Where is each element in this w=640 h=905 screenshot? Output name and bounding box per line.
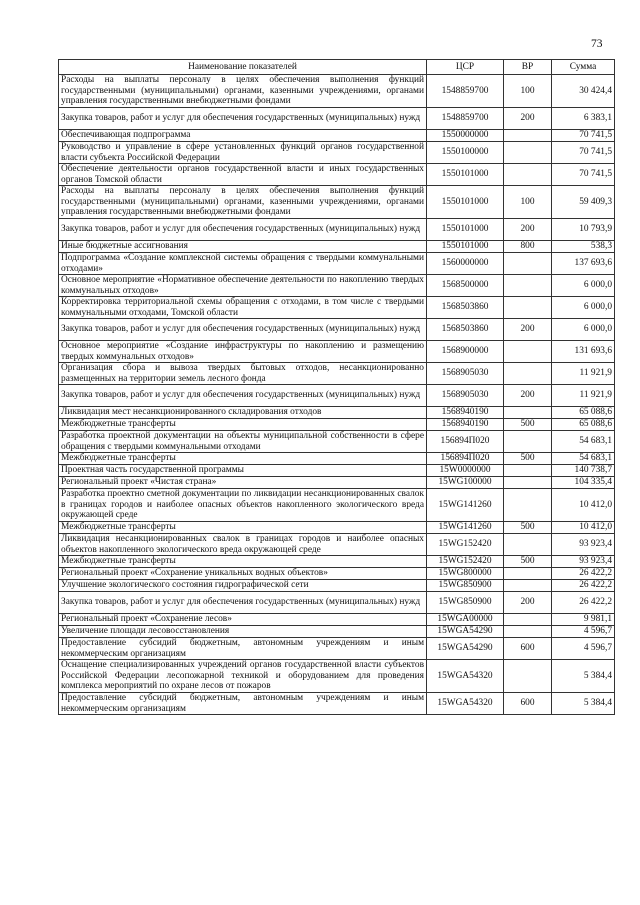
row-sum: 93 923,4 bbox=[552, 534, 615, 556]
row-name: Основное мероприятие «Нормативное обеспечение деятельности по накоплению твердых коммунальных отходов» bbox=[59, 275, 427, 297]
row-csr: 15WGA00000 bbox=[427, 614, 504, 626]
row-sum: 104 335,4 bbox=[552, 477, 615, 489]
row-name: Улучшение экологического состояния гидрографической сети bbox=[59, 580, 427, 592]
row-csr: 1560000000 bbox=[427, 253, 504, 275]
row-vr bbox=[504, 477, 552, 489]
row-sum: 5 384,4 bbox=[552, 660, 615, 693]
row-sum: 70 741,5 bbox=[552, 164, 615, 186]
row-name: Ликвидация несанкционированных свалок в границах городов и наиболее опасных объектов накопленного экологического вреда окружающей среде bbox=[59, 534, 427, 556]
row-name: Ликвидация мест несанкционированного складирования отходов bbox=[59, 407, 427, 419]
header-sum: Сумма bbox=[552, 60, 615, 75]
row-vr bbox=[504, 626, 552, 638]
row-csr: 1568503860 bbox=[427, 297, 504, 319]
table-header-row bbox=[59, 60, 615, 75]
row-name: Межбюджетные трансферты bbox=[59, 556, 427, 568]
page-number: 73 bbox=[591, 38, 603, 50]
row-name: Корректировка территориальной схемы обращения с отходами, в том числе с твердыми коммунальными отходами, Томской области bbox=[59, 297, 427, 319]
row-csr: 1568500000 bbox=[427, 275, 504, 297]
table-row bbox=[59, 568, 615, 580]
row-vr bbox=[504, 164, 552, 186]
row-vr: 500 bbox=[504, 522, 552, 534]
table-row bbox=[59, 186, 615, 219]
row-name: Расходы на выплаты персоналу в целях обеспечения выполнения функций государственными (муниципальными) органами, казенными учреждениями, органами управления государственными внебюджетными фондами bbox=[59, 186, 427, 219]
row-sum: 11 921,9 bbox=[552, 385, 615, 407]
table-row bbox=[59, 693, 615, 715]
table-row bbox=[59, 297, 615, 319]
row-sum: 10 412,0 bbox=[552, 489, 615, 522]
row-vr bbox=[504, 142, 552, 164]
row-vr: 200 bbox=[504, 319, 552, 341]
row-vr bbox=[504, 363, 552, 385]
row-name: Обеспечение деятельности органов государственной власти и иных государственных органов Томской области bbox=[59, 164, 427, 186]
row-csr: 15WG152420 bbox=[427, 534, 504, 556]
table-row bbox=[59, 580, 615, 592]
row-csr: 15WG100000 bbox=[427, 477, 504, 489]
row-sum: 10 412,0 bbox=[552, 522, 615, 534]
table-row bbox=[59, 556, 615, 568]
table-row bbox=[59, 592, 615, 614]
row-name: Подпрограмма «Создание комплексной системы обращения с твердыми коммунальными отходами» bbox=[59, 253, 427, 275]
row-sum: 65 088,6 bbox=[552, 419, 615, 431]
row-vr: 100 bbox=[504, 186, 552, 219]
row-sum: 30 424,4 bbox=[552, 75, 615, 108]
row-csr: 15WGA54290 bbox=[427, 638, 504, 660]
table-row bbox=[59, 614, 615, 626]
row-vr: 500 bbox=[504, 556, 552, 568]
row-csr: 156894П020 bbox=[427, 453, 504, 465]
row-sum: 26 422,2 bbox=[552, 568, 615, 580]
row-sum: 6 000,0 bbox=[552, 297, 615, 319]
row-name: Расходы на выплаты персоналу в целях обеспечения выполнения функций государственными (муниципальными) органами, казенными учреждениями, органами управления государственными внебюджетными фондами bbox=[59, 75, 427, 108]
row-vr bbox=[504, 660, 552, 693]
row-name: Региональный проект «Чистая страна» bbox=[59, 477, 427, 489]
table-row bbox=[59, 341, 615, 363]
table-row bbox=[59, 453, 615, 465]
row-sum: 65 088,6 bbox=[552, 407, 615, 419]
row-sum: 538,3 bbox=[552, 241, 615, 253]
row-name: Разработка проектной документации на объекты муниципальной собственности в сфере обращения с твердыми коммунальными отходами bbox=[59, 431, 427, 453]
row-vr: 200 bbox=[504, 219, 552, 241]
header-csr: ЦСР bbox=[427, 60, 504, 75]
row-csr: 1548859700 bbox=[427, 108, 504, 130]
row-csr: 1550101000 bbox=[427, 241, 504, 253]
row-csr: 1568900000 bbox=[427, 341, 504, 363]
row-csr: 15WG800000 bbox=[427, 568, 504, 580]
row-vr bbox=[504, 489, 552, 522]
row-name: Межбюджетные трансферты bbox=[59, 453, 427, 465]
row-vr bbox=[504, 568, 552, 580]
row-vr bbox=[504, 253, 552, 275]
table-row bbox=[59, 534, 615, 556]
row-name: Региональный проект «Сохранение лесов» bbox=[59, 614, 427, 626]
table-row bbox=[59, 660, 615, 693]
row-sum: 70 741,5 bbox=[552, 130, 615, 142]
table-row bbox=[59, 363, 615, 385]
row-name: Обеспечивающая подпрограмма bbox=[59, 130, 427, 142]
row-sum: 54 683,1 bbox=[552, 453, 615, 465]
row-vr bbox=[504, 275, 552, 297]
row-csr: 15WGA54290 bbox=[427, 626, 504, 638]
table-row bbox=[59, 130, 615, 142]
row-sum: 5 384,4 bbox=[552, 693, 615, 715]
row-name: Межбюджетные трансферты bbox=[59, 419, 427, 431]
row-vr: 500 bbox=[504, 453, 552, 465]
row-sum: 6 000,0 bbox=[552, 319, 615, 341]
row-vr bbox=[504, 465, 552, 477]
row-sum: 70 741,5 bbox=[552, 142, 615, 164]
row-sum: 6 000,0 bbox=[552, 275, 615, 297]
table-row bbox=[59, 626, 615, 638]
table-row bbox=[59, 419, 615, 431]
row-name: Закупка товаров, работ и услуг для обеспечения государственных (муниципальных) нужд bbox=[59, 319, 427, 341]
row-csr: 1550101000 bbox=[427, 186, 504, 219]
row-csr: 15W0000000 bbox=[427, 465, 504, 477]
row-sum: 4 596,7 bbox=[552, 638, 615, 660]
row-sum: 140 738,7 bbox=[552, 465, 615, 477]
table-row bbox=[59, 407, 615, 419]
row-csr: 15WGA54320 bbox=[427, 693, 504, 715]
row-sum: 4 596,7 bbox=[552, 626, 615, 638]
table-row bbox=[59, 522, 615, 534]
row-sum: 10 793,9 bbox=[552, 219, 615, 241]
row-name: Закупка товаров, работ и услуг для обеспечения государственных (муниципальных) нужд bbox=[59, 108, 427, 130]
row-csr: 1550000000 bbox=[427, 130, 504, 142]
row-name: Предоставление субсидий бюджетным, автономным учреждениям и иным некоммерческим организациям bbox=[59, 693, 427, 715]
row-vr bbox=[504, 431, 552, 453]
row-vr: 200 bbox=[504, 385, 552, 407]
row-name: Иные бюджетные ассигнования bbox=[59, 241, 427, 253]
row-sum: 93 923,4 bbox=[552, 556, 615, 568]
table-row bbox=[59, 253, 615, 275]
table-row bbox=[59, 489, 615, 522]
row-vr: 100 bbox=[504, 75, 552, 108]
table-row bbox=[59, 477, 615, 489]
table-row bbox=[59, 142, 615, 164]
table-row bbox=[59, 75, 615, 108]
row-vr bbox=[504, 341, 552, 363]
row-name: Руководство и управление в сфере установленных функций органов государственной власти субъекта Российской Федерации bbox=[59, 142, 427, 164]
row-name: Закупка товаров, работ и услуг для обеспечения государственных (муниципальных) нужд bbox=[59, 385, 427, 407]
row-vr: 600 bbox=[504, 638, 552, 660]
row-name: Разработка проектно сметной документации по ликвидации несанкционированных свалок в границах городов и наиболее опасных объектов накопленного экологического вреда окружающей среде bbox=[59, 489, 427, 522]
row-name: Проектная часть государственной программы bbox=[59, 465, 427, 477]
row-name: Оснащение специализированных учреждений органов государственной власти субъектов Российской Федерации лесопожарной техникой и оборудованием для проведения комплекса мероприятий по охране лесов от пожаров bbox=[59, 660, 427, 693]
row-vr bbox=[504, 130, 552, 142]
row-vr bbox=[504, 407, 552, 419]
row-vr bbox=[504, 297, 552, 319]
table-row bbox=[59, 219, 615, 241]
row-sum: 11 921,9 bbox=[552, 363, 615, 385]
row-sum: 9 981,1 bbox=[552, 614, 615, 626]
row-vr: 500 bbox=[504, 419, 552, 431]
row-name: Основное мероприятие «Создание инфраструктуры по накоплению и размещению твердых коммунальных отходов» bbox=[59, 341, 427, 363]
row-sum: 6 383,1 bbox=[552, 108, 615, 130]
table-row bbox=[59, 108, 615, 130]
row-csr: 15WGA54320 bbox=[427, 660, 504, 693]
row-csr: 15WG850900 bbox=[427, 592, 504, 614]
row-csr: 1550100000 bbox=[427, 142, 504, 164]
row-vr bbox=[504, 614, 552, 626]
row-csr: 1568940190 bbox=[427, 419, 504, 431]
row-csr: 15WG152420 bbox=[427, 556, 504, 568]
row-sum: 54 683,1 bbox=[552, 431, 615, 453]
row-name: Предоставление субсидий бюджетным, автономным учреждениям и иным некоммерческим организациям bbox=[59, 638, 427, 660]
table-row bbox=[59, 241, 615, 253]
table-row bbox=[59, 275, 615, 297]
row-sum: 26 422,2 bbox=[552, 580, 615, 592]
row-name: Закупка товаров, работ и услуг для обеспечения государственных (муниципальных) нужд bbox=[59, 592, 427, 614]
table-row bbox=[59, 465, 615, 477]
row-csr: 15WG141260 bbox=[427, 522, 504, 534]
row-csr: 1550101000 bbox=[427, 219, 504, 241]
table-row bbox=[59, 431, 615, 453]
row-csr: 15WG141260 bbox=[427, 489, 504, 522]
row-vr: 800 bbox=[504, 241, 552, 253]
row-vr bbox=[504, 580, 552, 592]
row-name: Организация сбора и вывоза твердых бытовых отходов, несанкционированно размещенных на территории земель лесного фонда bbox=[59, 363, 427, 385]
row-sum: 59 409,3 bbox=[552, 186, 615, 219]
row-csr: 1568940190 bbox=[427, 407, 504, 419]
row-csr: 1550101000 bbox=[427, 164, 504, 186]
row-csr: 1568905030 bbox=[427, 363, 504, 385]
row-vr: 600 bbox=[504, 693, 552, 715]
row-vr: 200 bbox=[504, 592, 552, 614]
row-sum: 26 422,2 bbox=[552, 592, 615, 614]
row-csr: 1568503860 bbox=[427, 319, 504, 341]
table-row bbox=[59, 164, 615, 186]
budget-table bbox=[58, 59, 615, 715]
header-vr: ВР bbox=[504, 60, 552, 75]
row-name: Межбюджетные трансферты bbox=[59, 522, 427, 534]
row-csr: 1548859700 bbox=[427, 75, 504, 108]
row-name: Закупка товаров, работ и услуг для обеспечения государственных (муниципальных) нужд bbox=[59, 219, 427, 241]
row-csr: 1568905030 bbox=[427, 385, 504, 407]
row-name: Региональный проект «Сохранение уникальных водных объектов» bbox=[59, 568, 427, 580]
table-row bbox=[59, 319, 615, 341]
table-row bbox=[59, 638, 615, 660]
row-csr: 156894П020 bbox=[427, 431, 504, 453]
row-vr: 200 bbox=[504, 108, 552, 130]
row-csr: 15WG850900 bbox=[427, 580, 504, 592]
row-sum: 137 693,6 bbox=[552, 253, 615, 275]
row-vr bbox=[504, 534, 552, 556]
table-row bbox=[59, 385, 615, 407]
row-name: Увеличение площади лесовосстановления bbox=[59, 626, 427, 638]
header-name: Наименование показателей bbox=[59, 60, 427, 75]
row-sum: 131 693,6 bbox=[552, 341, 615, 363]
